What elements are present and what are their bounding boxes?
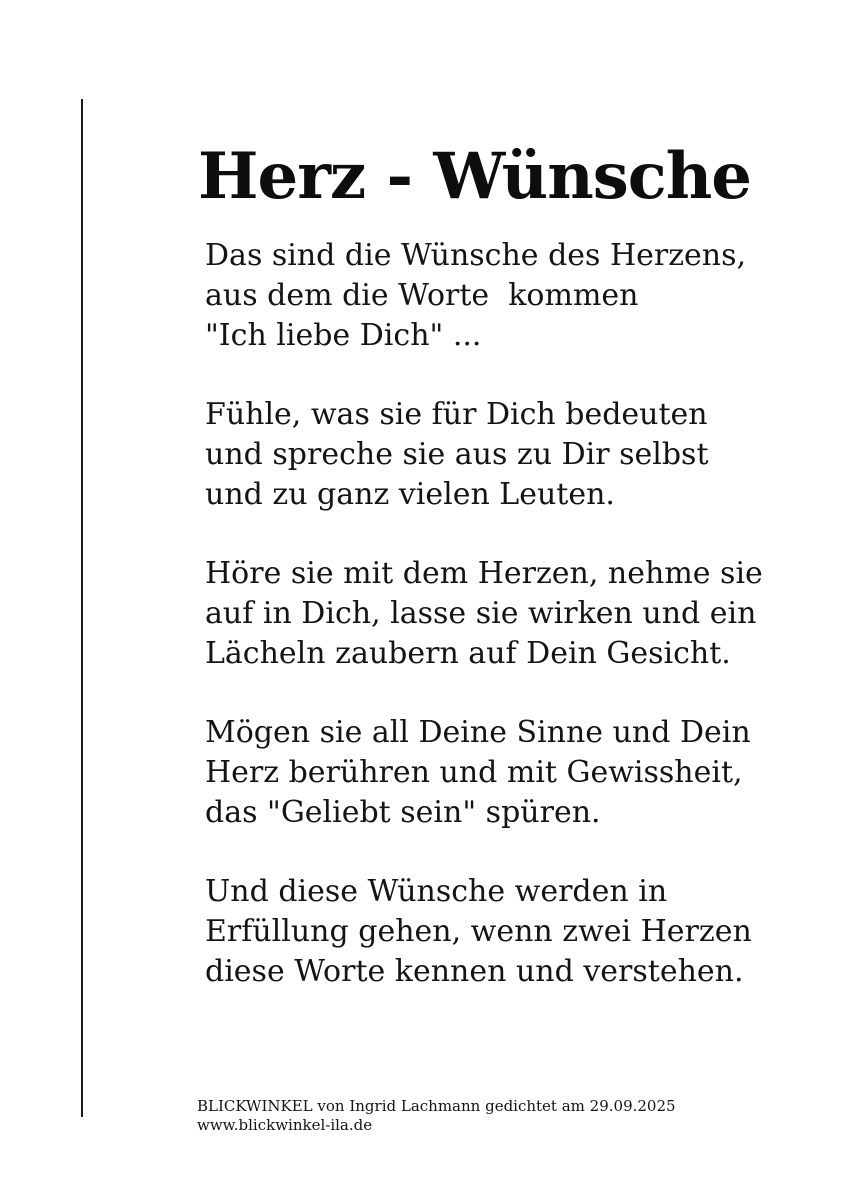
poem-line: Fühle, was sie für Dich bedeuten bbox=[205, 397, 708, 432]
poem-line: Höre sie mit dem Herzen, nehme sie bbox=[205, 556, 763, 591]
poem bbox=[205, 236, 765, 1031]
left-vertical-rule bbox=[81, 99, 83, 1117]
stanza bbox=[205, 236, 765, 356]
stanza bbox=[205, 395, 765, 515]
stanza bbox=[205, 713, 765, 833]
poem-line: Herz berühren und mit Gewissheit, bbox=[205, 755, 743, 790]
poem-line: und zu ganz vielen Leuten. bbox=[205, 477, 615, 512]
poem-line: und spreche sie aus zu Dir selbst bbox=[205, 437, 709, 472]
page-title: Herz - Wünsche bbox=[198, 138, 751, 214]
stanza bbox=[205, 554, 765, 674]
footer-credit: BLICKWINKEL von Ingrid Lachmann gedichtet am 29.09.2025 www.blickwinkel-ila.de bbox=[197, 1097, 690, 1134]
poem-line: "Ich liebe Dich" ... bbox=[205, 318, 482, 353]
poem-line: das "Geliebt sein" spüren. bbox=[205, 795, 601, 830]
poem-line: aus dem die Worte kommen bbox=[205, 278, 639, 313]
poem-line: Das sind die Wünsche des Herzens, bbox=[205, 238, 747, 273]
poem-line: Erfüllung gehen, wenn zwei Herzen bbox=[205, 914, 752, 949]
stanza bbox=[205, 872, 765, 992]
poem-line: Mögen sie all Deine Sinne und Dein bbox=[205, 715, 751, 750]
poem-line: auf in Dich, lasse sie wirken und ein bbox=[205, 596, 757, 631]
poem-line: Und diese Wünsche werden in bbox=[205, 874, 668, 909]
poem-line: Lächeln zaubern auf Dein Gesicht. bbox=[205, 636, 731, 671]
poem-line: diese Worte kennen und verstehen. bbox=[205, 954, 744, 989]
